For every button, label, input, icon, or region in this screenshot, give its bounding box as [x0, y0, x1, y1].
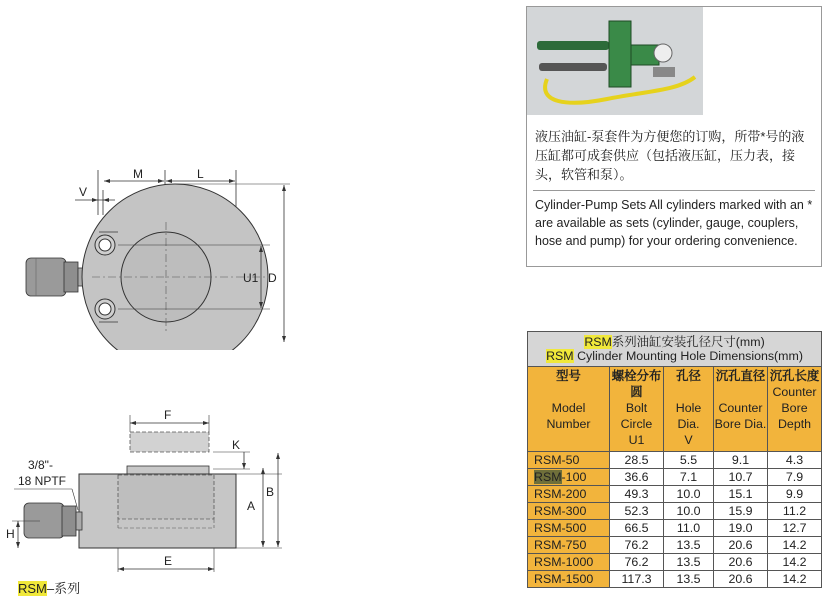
- dim-label-M: M: [133, 167, 143, 181]
- value-cell: 66.5: [610, 520, 664, 537]
- value-cell: 76.2: [610, 537, 664, 554]
- value-cell: 9.1: [714, 452, 768, 469]
- value-cell: 7.9: [768, 469, 822, 486]
- value-cell: 11.0: [664, 520, 714, 537]
- mounting-hole-table: [527, 331, 821, 588]
- table-row: [528, 452, 822, 469]
- value-cell: 49.3: [610, 486, 664, 503]
- value-cell: 5.5: [664, 452, 714, 469]
- value-cell: 19.0: [714, 520, 768, 537]
- dim-label-B: B: [266, 485, 275, 499]
- value-cell: 15.9: [714, 503, 768, 520]
- dim-label-H: H: [6, 527, 15, 541]
- table-row: [528, 571, 822, 588]
- model-cell: RSM-1000: [528, 554, 610, 571]
- column-header-hole-dia: 孔径 Hole Dia. V: [664, 367, 714, 452]
- column-header-counter-bore-depth: 沉孔长度 Counter Bore Depth: [768, 367, 822, 452]
- table-row: [528, 503, 822, 520]
- table-row: [528, 520, 822, 537]
- value-cell: 52.3: [610, 503, 664, 520]
- cylinder-pump-set-image: [527, 7, 703, 115]
- table-row: [528, 469, 822, 486]
- cylinder-pump-set-box: [526, 6, 822, 267]
- table-title: RSM系列油缸安装孔径尺寸(mm) RSM Cylinder Mounting Hole Dimensions(mm): [528, 332, 822, 367]
- dim-label-E: E: [164, 554, 173, 568]
- value-cell: 10.7: [714, 469, 768, 486]
- model-cell: RSM-750: [528, 537, 610, 554]
- value-cell: 20.6: [714, 537, 768, 554]
- value-cell: 28.5: [610, 452, 664, 469]
- series-label: RSM–系列: [18, 581, 81, 596]
- top-view-drawing: [0, 160, 300, 350]
- value-cell: 14.2: [768, 554, 822, 571]
- dim-label-K: K: [232, 438, 241, 452]
- kit-description-cn: 液压油缸-泵套件为方便您的订购，所带*号的液压缸都可成套供应（包括液压缸，压力表，接头，软管和泵）。: [535, 129, 805, 182]
- value-cell: 76.2: [610, 554, 664, 571]
- table-row: [528, 537, 822, 554]
- value-cell: 117.3: [610, 571, 664, 588]
- dim-label-V: V: [79, 185, 88, 199]
- column-header-model: 型号 Model Number: [528, 367, 610, 452]
- table-row: [528, 486, 822, 503]
- value-cell: 13.5: [664, 571, 714, 588]
- model-cell: RSM-50: [528, 452, 610, 469]
- value-cell: 10.0: [664, 486, 714, 503]
- dim-label-D: D: [268, 271, 277, 285]
- value-cell: 14.2: [768, 537, 822, 554]
- value-cell: 15.1: [714, 486, 768, 503]
- value-cell: 36.6: [610, 469, 664, 486]
- value-cell: 20.6: [714, 554, 768, 571]
- divider: [533, 190, 815, 191]
- value-cell: 14.2: [768, 571, 822, 588]
- model-cell: RSM-1500: [528, 571, 610, 588]
- column-header-counter-bore-dia: 沉孔直径 Counter Bore Dia.: [714, 367, 768, 452]
- port-label-nptf: 18 NPTF: [18, 474, 67, 488]
- side-view-drawing: [0, 400, 300, 575]
- kit-description-en: Cylinder-Pump Sets All cylinders marked with an * are available as sets (cylinder, gauge, couplers, hose and pump) for your ordering convenience.: [535, 198, 813, 248]
- value-cell: 11.2: [768, 503, 822, 520]
- value-cell: 20.6: [714, 571, 768, 588]
- value-cell: 7.1: [664, 469, 714, 486]
- value-cell: 4.3: [768, 452, 822, 469]
- dim-label-F: F: [164, 408, 172, 422]
- column-header-bolt-circle: 螺栓分布圆 Bolt Circle U1: [610, 367, 664, 452]
- value-cell: 13.5: [664, 537, 714, 554]
- value-cell: 9.9: [768, 486, 822, 503]
- table-row: [528, 554, 822, 571]
- value-cell: 13.5: [664, 554, 714, 571]
- model-cell: RSM-300: [528, 503, 610, 520]
- dim-label-U1: U1: [243, 271, 259, 285]
- model-cell: RSM-100: [528, 469, 610, 486]
- model-cell: RSM-500: [528, 520, 610, 537]
- dim-label-L: L: [197, 167, 204, 181]
- value-cell: 10.0: [664, 503, 714, 520]
- dim-label-A: A: [247, 499, 256, 513]
- port-label-thread: 3/8"-: [28, 458, 53, 472]
- value-cell: 12.7: [768, 520, 822, 537]
- table-body: [528, 452, 822, 588]
- model-cell: RSM-200: [528, 486, 610, 503]
